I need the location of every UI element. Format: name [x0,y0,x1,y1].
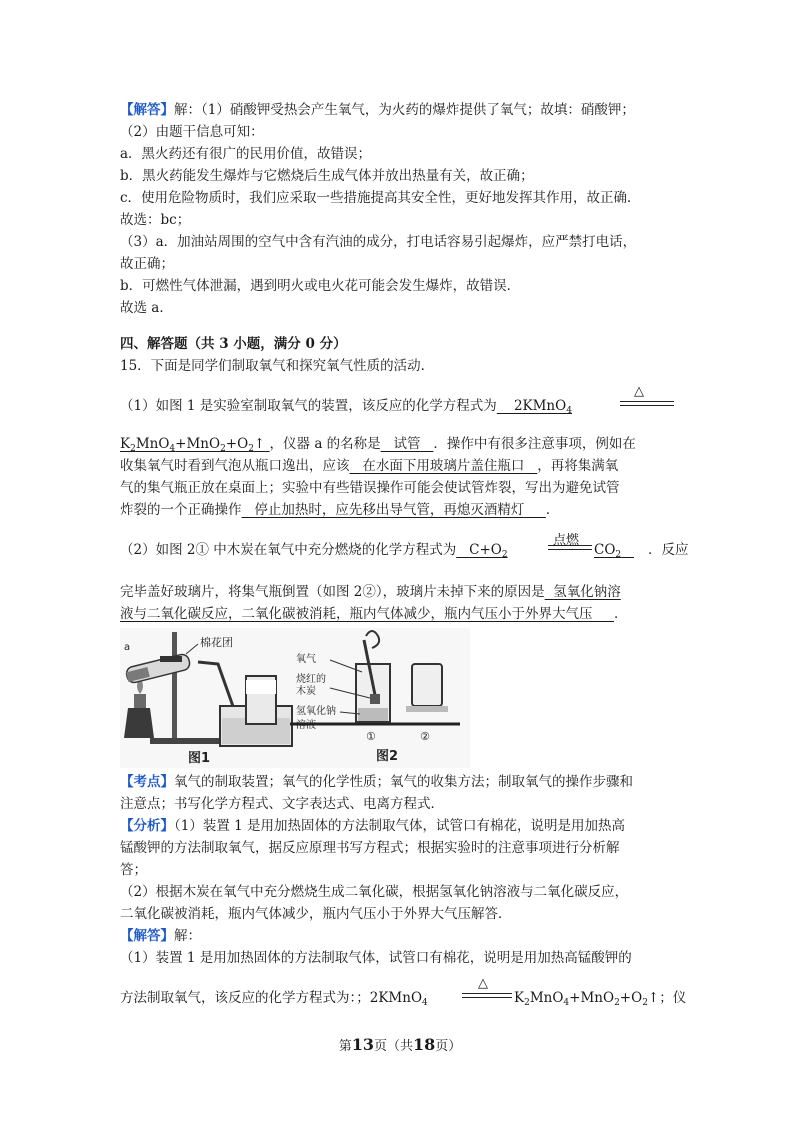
heat-symbol-2: △ [478,976,488,991]
answer-line-1: 【解答】解：（1）硝酸钾受热会产生氧气，为火药的爆炸提供了氧气；故填：硝酸钾； [120,102,635,118]
q1-line-5: 炸裂的一个正确操作 停止加热时，应先移出导气管，再熄灭酒精灯 ． [120,502,560,518]
kaodian-line-1: 【考点】氧气的制取装置；氧气的化学性质；氧气的收集方法；制取氧气的操作步骤和 [120,774,633,790]
fenxi-line-5: 二氧化碳被消耗，瓶内气体减少，瓶内气压小于外界大气压解答． [120,906,512,922]
fenxi-line-2: 锰酸钾的方法制取氧气，据反应原理书写方程式；根据实验时的注意事项进行分析解 [120,840,620,856]
answer-safe-operation: 停止加热时，应先移出导气管，再熄灭酒精灯 [254,502,525,518]
jieda-line-2: （1）装置 1 是用加热固体的方法制取气体，试管口有棉花，说明是用加热高锰酸钾的 [120,950,632,966]
answer-line-5: c．使用危险物质时，我们应采取一些措施提高其安全性，更好地发挥其作用，故正确． [120,190,641,206]
section-heading: 四、解答题（共 3 小题，满分 0 分） [120,336,347,352]
q2-line-3: 液与二氧化碳反应，二氧化碳被消耗，瓶内气体减少，瓶内气压小于外界大气压 ． [120,606,628,622]
jieda-line-3: 方法制取氧气，该反应的化学方程式为：；2KMnO$_4$ [120,990,428,1008]
q2-line-1: （2）如图 2① 中木炭在氧气中充分燃烧的化学方程式为 $C+O_2$ [120,542,508,560]
eq2-bar-bottom [548,549,592,550]
kaodian-tag: 【考点】 [120,774,174,790]
page-footer: 第13页（共18页） [338,1035,462,1054]
jieda-tag: 【解答】 [120,928,174,944]
current-page: 13 [351,1035,374,1054]
fenxi-tag: 【分析】 [120,818,174,834]
answer-reason-1: 氢氧化钠溶 [553,584,621,600]
q2-equation-left: $C+O_2$ [469,542,508,560]
q1-line-2: $K_2MnO_4+MnO_2+O_2↑$ ，仪器 a 的名称是 试管 ．操作中有很多注意事项，例如在 [120,436,636,454]
fenxi-line-1: 【分析】（1）装置 1 是用加热固体的方法制取气体，试管口有棉花，说明是用加热高 [120,818,626,834]
question-15: 15．下面是同学们制取氧气和探究氧气性质的活动． [120,358,435,374]
label-naoh-1: 氢氧化钠 [296,706,336,717]
jieda-line-1: 【解答】解： [120,928,201,944]
answer-line-2: （2）由题干信息可知： [120,124,264,140]
answer-tag: 【解答】 [120,102,174,118]
q1-line-1: （1）如图 1 是实验室制取氧气的装置，该反应的化学方程式为 2KMnO$_4$ [120,398,572,416]
q2-equation-right: $CO_2$ [594,542,622,560]
eq2-bar-top [548,545,592,546]
answer-instrument: 试管 [393,436,421,452]
q2-line-2: 完毕盖好玻璃片，将集气瓶倒置（如图 2②），玻璃片未掉下来的原因是 氢氧化钠溶 [120,584,621,600]
answer-reason-2: 液与二氧化碳反应，二氧化碳被消耗，瓶内气体减少，瓶内气压小于外界大气压 [120,606,593,622]
fenxi-line-4: （2）根据木炭在氧气中充分燃烧生成二氧化碳，根据氢氧化钠溶液与二氧化碳反应， [120,884,629,900]
eq3-bar-bottom [462,997,512,998]
answer-line-4: b．黑火药能发生爆炸与它燃烧后生成气体并放出热量有关，故正确； [120,168,534,184]
jieda-equation-right: $K_2MnO_4+MnO_2+O_2↑$；仪 [514,990,687,1008]
label-circle-1: ① [366,730,376,743]
label-naoh-2: 溶液 [296,720,316,731]
fenxi-line-3: 答； [120,862,147,878]
label-oxygen: 氧气 [296,654,316,665]
kaodian-line-2: 注意点；书写化学方程式、文字表达式、电离方程式． [120,796,444,812]
answer-line-8: 故正确； [120,256,174,272]
label-a: a [124,642,131,653]
label-fig1: 图1 [188,751,211,766]
answer-line-7: （3）a．加油站周围的空气中含有汽油的成分，打电话容易引起爆炸，应严禁打电话， [120,234,637,250]
ignite-condition: 点燃 [553,533,580,548]
heat-symbol: △ [634,384,644,399]
answer-bottle-cover: 在水面下用玻璃片盖住瓶口 [362,458,525,474]
answer-line-6: 故选：bc； [120,212,191,228]
label-fig2: 图2 [376,749,399,764]
experiment-figure [120,628,470,768]
label-charcoal-2: 木炭 [296,686,316,697]
q1-equation-right: $K_2MnO_4+MnO_2+O_2↑$ [120,436,266,454]
q2-line1-tail: ．反应 [648,542,689,558]
total-pages: 18 [413,1035,436,1054]
label-circle-2: ② [420,730,430,743]
q1-line-3: 收集氧气时看到气泡从瓶口逸出，应该 在水面下用玻璃片盖住瓶口 ，再将集满氧 [120,458,619,474]
eq-bar-top [620,401,674,402]
label-cotton: 棉花团 [200,636,233,649]
q1-equation-left: 2KMnO$_4$ [513,398,572,416]
answer-line-9: b．可燃性气体泄漏，遇到明火或电火花可能会发生爆炸，故错误． [120,278,521,294]
q1-line-4: 气的集气瓶正放在桌面上；实验中有些错误操作可能会使试管炸裂，写出为避免试管 [120,480,620,496]
answer-line-10: 故选 a． [120,300,173,316]
label-charcoal-1: 烧红的 [296,674,326,685]
eq3-bar-top [462,993,512,994]
answer-line-3: a．黑火药还有很广的民用价值，故错误； [120,146,372,162]
eq-bar-bottom [620,405,674,406]
apparatus-illustration [120,628,470,768]
